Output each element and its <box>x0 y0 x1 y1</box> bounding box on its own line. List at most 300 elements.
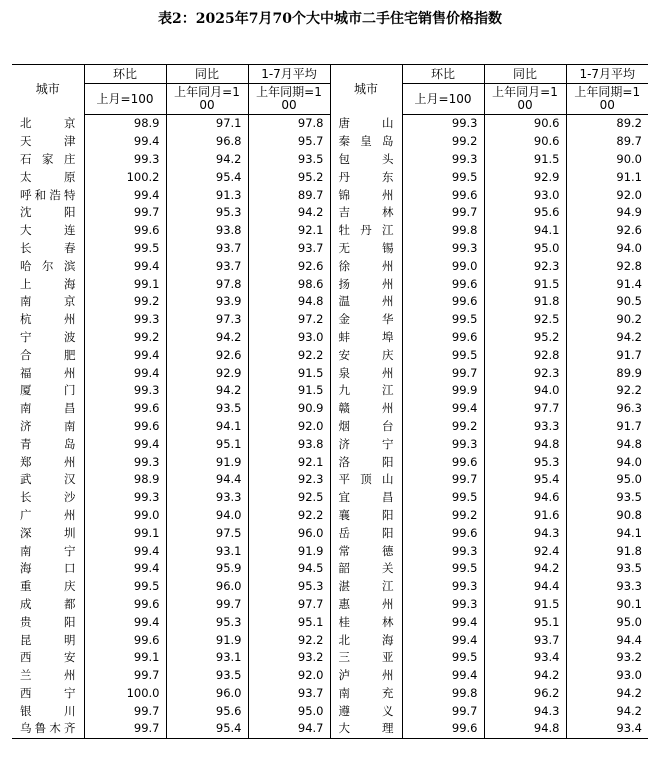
city-name: 扬 州 <box>330 275 402 293</box>
avg-value: 94.0 <box>566 240 648 258</box>
city-name: 安 庆 <box>330 346 402 364</box>
yoy-value: 95.0 <box>484 240 566 258</box>
city-name: 宜 昌 <box>330 489 402 507</box>
city-name: 惠 州 <box>330 596 402 614</box>
city-name: 遵 义 <box>330 702 402 720</box>
table-row <box>12 507 648 525</box>
column-header-mom: 环比 <box>84 65 166 84</box>
mom-value: 99.2 <box>84 293 166 311</box>
mom-value: 99.3 <box>402 435 484 453</box>
yoy-value: 91.5 <box>484 596 566 614</box>
mom-value: 99.8 <box>402 685 484 703</box>
yoy-value: 94.0 <box>484 382 566 400</box>
avg-value: 89.7 <box>248 186 330 204</box>
yoy-value: 94.0 <box>166 507 248 525</box>
avg-value: 92.1 <box>248 222 330 240</box>
avg-value: 93.7 <box>248 240 330 258</box>
mom-value: 99.7 <box>84 702 166 720</box>
table-row <box>12 168 648 186</box>
mom-value: 99.6 <box>402 275 484 293</box>
city-name: 泉 州 <box>330 364 402 382</box>
mom-value: 99.4 <box>84 186 166 204</box>
yoy-value: 95.6 <box>484 204 566 222</box>
yoy-value: 97.7 <box>484 400 566 418</box>
yoy-value: 93.7 <box>166 257 248 275</box>
avg-value: 89.7 <box>566 133 648 151</box>
mom-value: 99.4 <box>84 435 166 453</box>
avg-value: 95.0 <box>566 613 648 631</box>
yoy-value: 94.8 <box>484 720 566 738</box>
city-name: 武 汉 <box>20 472 76 487</box>
yoy-value: 93.8 <box>166 222 248 240</box>
avg-value: 97.2 <box>248 311 330 329</box>
city-name: 杭 州 <box>20 312 76 327</box>
mom-value: 99.2 <box>402 507 484 525</box>
table-row <box>12 578 648 596</box>
yoy-value: 94.8 <box>484 435 566 453</box>
table-row <box>12 293 648 311</box>
mom-value: 99.3 <box>84 311 166 329</box>
mom-value: 99.3 <box>402 115 484 133</box>
yoy-value: 93.3 <box>166 489 248 507</box>
yoy-value: 94.3 <box>484 702 566 720</box>
city-name: 平顶山 <box>330 471 402 489</box>
yoy-value: 93.1 <box>166 649 248 667</box>
base-label: 上年同期=100 <box>256 85 322 112</box>
mom-value: 99.3 <box>84 151 166 169</box>
city-name: 深 圳 <box>20 525 76 540</box>
mom-value: 100.0 <box>84 685 166 703</box>
table-row <box>12 613 648 631</box>
city-name: 南 昌 <box>20 401 76 416</box>
city-name: 乌鲁木齐 <box>12 720 84 738</box>
table-row <box>12 649 648 667</box>
mom-value: 99.9 <box>402 382 484 400</box>
city-name: 兰 州 <box>20 668 76 683</box>
city-name: 太 原 <box>20 169 76 184</box>
table-row <box>12 257 648 275</box>
mom-value: 99.6 <box>84 631 166 649</box>
city-name: 泸 州 <box>330 667 402 685</box>
avg-value: 92.2 <box>248 346 330 364</box>
avg-value: 94.0 <box>566 453 648 471</box>
yoy-value: 94.3 <box>484 524 566 542</box>
yoy-value: 91.9 <box>166 453 248 471</box>
yoy-value: 91.3 <box>166 186 248 204</box>
avg-value: 90.9 <box>248 400 330 418</box>
avg-value: 94.1 <box>566 524 648 542</box>
yoy-value: 93.7 <box>166 240 248 258</box>
yoy-value: 94.2 <box>166 151 248 169</box>
table-row <box>12 204 648 222</box>
city-name: 徐 州 <box>330 257 402 275</box>
mom-value: 99.2 <box>402 133 484 151</box>
mom-value: 99.3 <box>402 596 484 614</box>
avg-value: 93.5 <box>566 489 648 507</box>
city-name: 无 锡 <box>330 240 402 258</box>
column-header-yoy: 同比 <box>166 65 248 84</box>
mom-value: 99.6 <box>84 596 166 614</box>
mom-value: 99.0 <box>84 507 166 525</box>
avg-value: 94.2 <box>566 329 648 347</box>
table-row <box>12 542 648 560</box>
mom-value: 99.6 <box>402 453 484 471</box>
table-row <box>12 524 648 542</box>
city-name: 襄 阳 <box>330 507 402 525</box>
city-name: 锦 州 <box>330 186 402 204</box>
avg-value: 92.0 <box>248 667 330 685</box>
avg-value: 91.1 <box>566 168 648 186</box>
avg-value: 91.5 <box>248 382 330 400</box>
yoy-value: 95.3 <box>166 204 248 222</box>
mom-value: 99.3 <box>402 151 484 169</box>
yoy-value: 95.6 <box>166 702 248 720</box>
city-name: 吉 林 <box>330 204 402 222</box>
city-name: 岳 阳 <box>330 524 402 542</box>
column-base-mom: 上月=100 <box>402 84 484 115</box>
mom-value: 99.7 <box>84 720 166 738</box>
yoy-value: 93.7 <box>484 631 566 649</box>
city-name: 天 津 <box>20 134 76 149</box>
yoy-value: 97.5 <box>166 524 248 542</box>
table-row <box>12 222 648 240</box>
table-row <box>12 364 648 382</box>
mom-value: 99.5 <box>402 311 484 329</box>
mom-value: 99.3 <box>402 240 484 258</box>
avg-value: 93.2 <box>566 649 648 667</box>
city-name: 郑 州 <box>20 454 76 469</box>
city-name: 厦 门 <box>20 383 76 398</box>
table-body <box>12 115 648 739</box>
base-label: 上年同月=100 <box>492 85 558 112</box>
avg-value: 94.7 <box>248 720 330 738</box>
city-name: 常 德 <box>330 542 402 560</box>
table-row <box>12 418 648 436</box>
yoy-value: 95.1 <box>166 435 248 453</box>
column-base-yoy <box>166 84 248 115</box>
yoy-value: 94.4 <box>166 471 248 489</box>
page-title: 表2：2025年7月70个大中城市二手住宅销售价格指数 <box>158 11 502 27</box>
city-name: 唐 山 <box>330 115 402 133</box>
table-row <box>12 382 648 400</box>
mom-value: 99.5 <box>402 346 484 364</box>
avg-value: 91.5 <box>248 364 330 382</box>
mom-value: 99.3 <box>84 382 166 400</box>
avg-value: 93.5 <box>248 151 330 169</box>
yoy-value: 94.1 <box>166 418 248 436</box>
yoy-value: 95.3 <box>166 613 248 631</box>
mom-value: 99.4 <box>402 613 484 631</box>
city-name: 南 宁 <box>20 543 76 558</box>
yoy-value: 91.6 <box>484 507 566 525</box>
mom-value: 99.1 <box>84 524 166 542</box>
avg-value: 92.8 <box>566 257 648 275</box>
column-header-avg: 1-7月平均 <box>566 65 648 84</box>
yoy-value: 95.9 <box>166 560 248 578</box>
city-name: 广 州 <box>20 507 76 522</box>
yoy-value: 92.9 <box>166 364 248 382</box>
city-name: 大 理 <box>330 720 402 738</box>
table-row <box>12 471 648 489</box>
mom-value: 99.3 <box>84 489 166 507</box>
yoy-value: 93.5 <box>166 400 248 418</box>
city-name: 哈尔滨 <box>20 258 76 273</box>
city-name: 合 肥 <box>20 347 76 362</box>
yoy-value: 95.4 <box>484 471 566 489</box>
mom-value: 99.6 <box>402 186 484 204</box>
city-name: 西 安 <box>20 650 76 665</box>
mom-value: 99.7 <box>402 204 484 222</box>
table-row <box>12 311 648 329</box>
avg-value: 93.4 <box>566 720 648 738</box>
city-name: 三 亚 <box>330 649 402 667</box>
avg-value: 90.5 <box>566 293 648 311</box>
city-name: 济 宁 <box>330 435 402 453</box>
yoy-value: 92.4 <box>484 542 566 560</box>
mom-value: 99.7 <box>84 204 166 222</box>
yoy-value: 95.4 <box>166 720 248 738</box>
mom-value: 99.4 <box>84 560 166 578</box>
mom-value: 99.0 <box>402 257 484 275</box>
yoy-value: 99.7 <box>166 596 248 614</box>
column-header-yoy: 同比 <box>484 65 566 84</box>
mom-value: 99.6 <box>84 418 166 436</box>
yoy-value: 96.2 <box>484 685 566 703</box>
city-name: 呼和浩特 <box>20 187 76 202</box>
city-name: 沈 阳 <box>20 205 76 220</box>
avg-value: 93.8 <box>248 435 330 453</box>
avg-value: 90.2 <box>566 311 648 329</box>
avg-value: 97.7 <box>248 596 330 614</box>
mom-value: 99.5 <box>402 560 484 578</box>
mom-value: 99.7 <box>402 702 484 720</box>
avg-value: 94.2 <box>566 685 648 703</box>
avg-value: 94.8 <box>248 293 330 311</box>
avg-value: 92.5 <box>248 489 330 507</box>
avg-value: 90.1 <box>566 596 648 614</box>
city-name: 湛 江 <box>330 578 402 596</box>
mom-value: 99.5 <box>402 649 484 667</box>
yoy-value: 95.3 <box>484 453 566 471</box>
yoy-value: 92.6 <box>166 346 248 364</box>
avg-value: 93.0 <box>566 667 648 685</box>
yoy-value: 94.1 <box>484 222 566 240</box>
yoy-value: 96.8 <box>166 133 248 151</box>
column-header-avg: 1-7月平均 <box>248 65 330 84</box>
mom-value: 99.5 <box>402 168 484 186</box>
avg-value: 91.7 <box>566 418 648 436</box>
column-base-avg <box>248 84 330 115</box>
mom-value: 99.4 <box>84 613 166 631</box>
avg-value: 94.2 <box>248 204 330 222</box>
yoy-value: 90.6 <box>484 115 566 133</box>
avg-value: 93.3 <box>566 578 648 596</box>
price-index-table <box>12 64 648 739</box>
avg-value: 91.9 <box>248 542 330 560</box>
table-row <box>12 133 648 151</box>
yoy-value: 92.5 <box>484 311 566 329</box>
yoy-value: 94.4 <box>484 578 566 596</box>
mom-value: 99.4 <box>84 542 166 560</box>
table-row <box>12 489 648 507</box>
yoy-value: 94.2 <box>484 560 566 578</box>
mom-value: 99.4 <box>402 667 484 685</box>
avg-value: 96.3 <box>566 400 648 418</box>
city-name: 贵 阳 <box>20 614 76 629</box>
column-base-yoy <box>484 84 566 115</box>
table-row <box>12 240 648 258</box>
city-name: 重 庆 <box>20 579 76 594</box>
mom-value: 99.4 <box>84 257 166 275</box>
avg-value: 93.0 <box>248 329 330 347</box>
yoy-value: 96.0 <box>166 578 248 596</box>
mom-value: 99.1 <box>84 275 166 293</box>
yoy-value: 97.3 <box>166 311 248 329</box>
avg-value: 94.9 <box>566 204 648 222</box>
mom-value: 100.2 <box>84 168 166 186</box>
avg-value: 95.1 <box>248 613 330 631</box>
city-name: 成 都 <box>20 596 76 611</box>
avg-value: 92.3 <box>248 471 330 489</box>
table-row <box>12 702 648 720</box>
mom-value: 99.4 <box>84 133 166 151</box>
table-row <box>12 435 648 453</box>
city-name: 上 海 <box>20 276 76 291</box>
avg-value: 92.6 <box>248 257 330 275</box>
avg-value: 94.2 <box>566 702 648 720</box>
mom-value: 99.2 <box>402 418 484 436</box>
avg-value: 91.4 <box>566 275 648 293</box>
avg-value: 90.8 <box>566 507 648 525</box>
table-row <box>12 329 648 347</box>
table-row <box>12 720 648 738</box>
table-row <box>12 151 648 169</box>
yoy-value: 94.2 <box>166 329 248 347</box>
city-name: 烟 台 <box>330 418 402 436</box>
avg-value: 96.0 <box>248 524 330 542</box>
yoy-value: 90.6 <box>484 133 566 151</box>
avg-value: 89.9 <box>566 364 648 382</box>
yoy-value: 91.5 <box>484 275 566 293</box>
avg-value: 97.8 <box>248 115 330 133</box>
yoy-value: 97.8 <box>166 275 248 293</box>
city-name: 银 川 <box>20 703 76 718</box>
avg-value: 94.5 <box>248 560 330 578</box>
city-name: 北 京 <box>20 116 76 131</box>
mom-value: 99.6 <box>402 720 484 738</box>
city-name: 韶 关 <box>330 560 402 578</box>
city-name: 西 宁 <box>20 685 76 700</box>
column-header-mom: 环比 <box>402 65 484 84</box>
table-row <box>12 596 648 614</box>
avg-value: 94.8 <box>566 435 648 453</box>
mom-value: 99.5 <box>84 240 166 258</box>
yoy-value: 94.6 <box>484 489 566 507</box>
mom-value: 99.6 <box>84 400 166 418</box>
mom-value: 99.6 <box>402 524 484 542</box>
yoy-value: 95.2 <box>484 329 566 347</box>
mom-value: 99.7 <box>402 471 484 489</box>
yoy-value: 92.8 <box>484 346 566 364</box>
city-name: 济 南 <box>20 418 76 433</box>
yoy-value: 91.5 <box>484 151 566 169</box>
mom-value: 99.5 <box>84 578 166 596</box>
mom-value: 99.6 <box>402 293 484 311</box>
base-label: 上年同期=100 <box>574 85 641 112</box>
mom-value: 99.4 <box>84 346 166 364</box>
yoy-value: 94.2 <box>166 382 248 400</box>
table-row <box>12 667 648 685</box>
city-name: 九 江 <box>330 382 402 400</box>
mom-value: 98.9 <box>84 471 166 489</box>
city-name: 海 口 <box>20 561 76 576</box>
table-row <box>12 400 648 418</box>
yoy-value: 91.8 <box>484 293 566 311</box>
mom-value: 99.3 <box>402 542 484 560</box>
avg-value: 95.7 <box>248 133 330 151</box>
mom-value: 99.4 <box>84 364 166 382</box>
yoy-value: 92.3 <box>484 257 566 275</box>
base-label: 上年同月=100 <box>174 85 240 112</box>
city-name: 包 头 <box>330 151 402 169</box>
avg-value: 91.7 <box>566 346 648 364</box>
mom-value: 99.4 <box>402 631 484 649</box>
column-header-city: 城市 <box>330 65 402 115</box>
city-name: 赣 州 <box>330 400 402 418</box>
avg-value: 93.5 <box>566 560 648 578</box>
mom-value: 98.9 <box>84 115 166 133</box>
city-name: 蚌 埠 <box>330 329 402 347</box>
table-row <box>12 685 648 703</box>
yoy-value: 97.1 <box>166 115 248 133</box>
avg-value: 92.0 <box>248 418 330 436</box>
city-name: 石家庄 <box>20 151 76 166</box>
city-name: 长 春 <box>20 240 76 255</box>
city-name: 北 海 <box>330 631 402 649</box>
avg-value: 89.2 <box>566 115 648 133</box>
yoy-value: 92.3 <box>484 364 566 382</box>
avg-value: 91.8 <box>566 542 648 560</box>
yoy-value: 93.9 <box>166 293 248 311</box>
avg-value: 98.6 <box>248 275 330 293</box>
city-name: 南 京 <box>20 294 76 309</box>
city-name: 大 连 <box>20 223 76 238</box>
yoy-value: 92.9 <box>484 168 566 186</box>
yoy-value: 96.0 <box>166 685 248 703</box>
yoy-value: 93.5 <box>166 667 248 685</box>
yoy-value: 95.4 <box>166 168 248 186</box>
yoy-value: 94.2 <box>484 667 566 685</box>
mom-value: 99.8 <box>402 222 484 240</box>
city-name: 秦皇岛 <box>330 133 402 151</box>
mom-value: 99.7 <box>84 667 166 685</box>
city-name: 长 沙 <box>20 490 76 505</box>
avg-value: 92.2 <box>566 382 648 400</box>
avg-value: 92.6 <box>566 222 648 240</box>
avg-value: 95.0 <box>566 471 648 489</box>
mom-value: 99.7 <box>402 364 484 382</box>
table-row <box>12 453 648 471</box>
mom-value: 99.5 <box>402 489 484 507</box>
avg-value: 95.2 <box>248 168 330 186</box>
avg-value: 93.7 <box>248 685 330 703</box>
mom-value: 99.4 <box>402 400 484 418</box>
yoy-value: 93.1 <box>166 542 248 560</box>
yoy-value: 91.9 <box>166 631 248 649</box>
avg-value: 95.3 <box>248 578 330 596</box>
table-row <box>12 631 648 649</box>
city-name: 南 充 <box>330 685 402 703</box>
